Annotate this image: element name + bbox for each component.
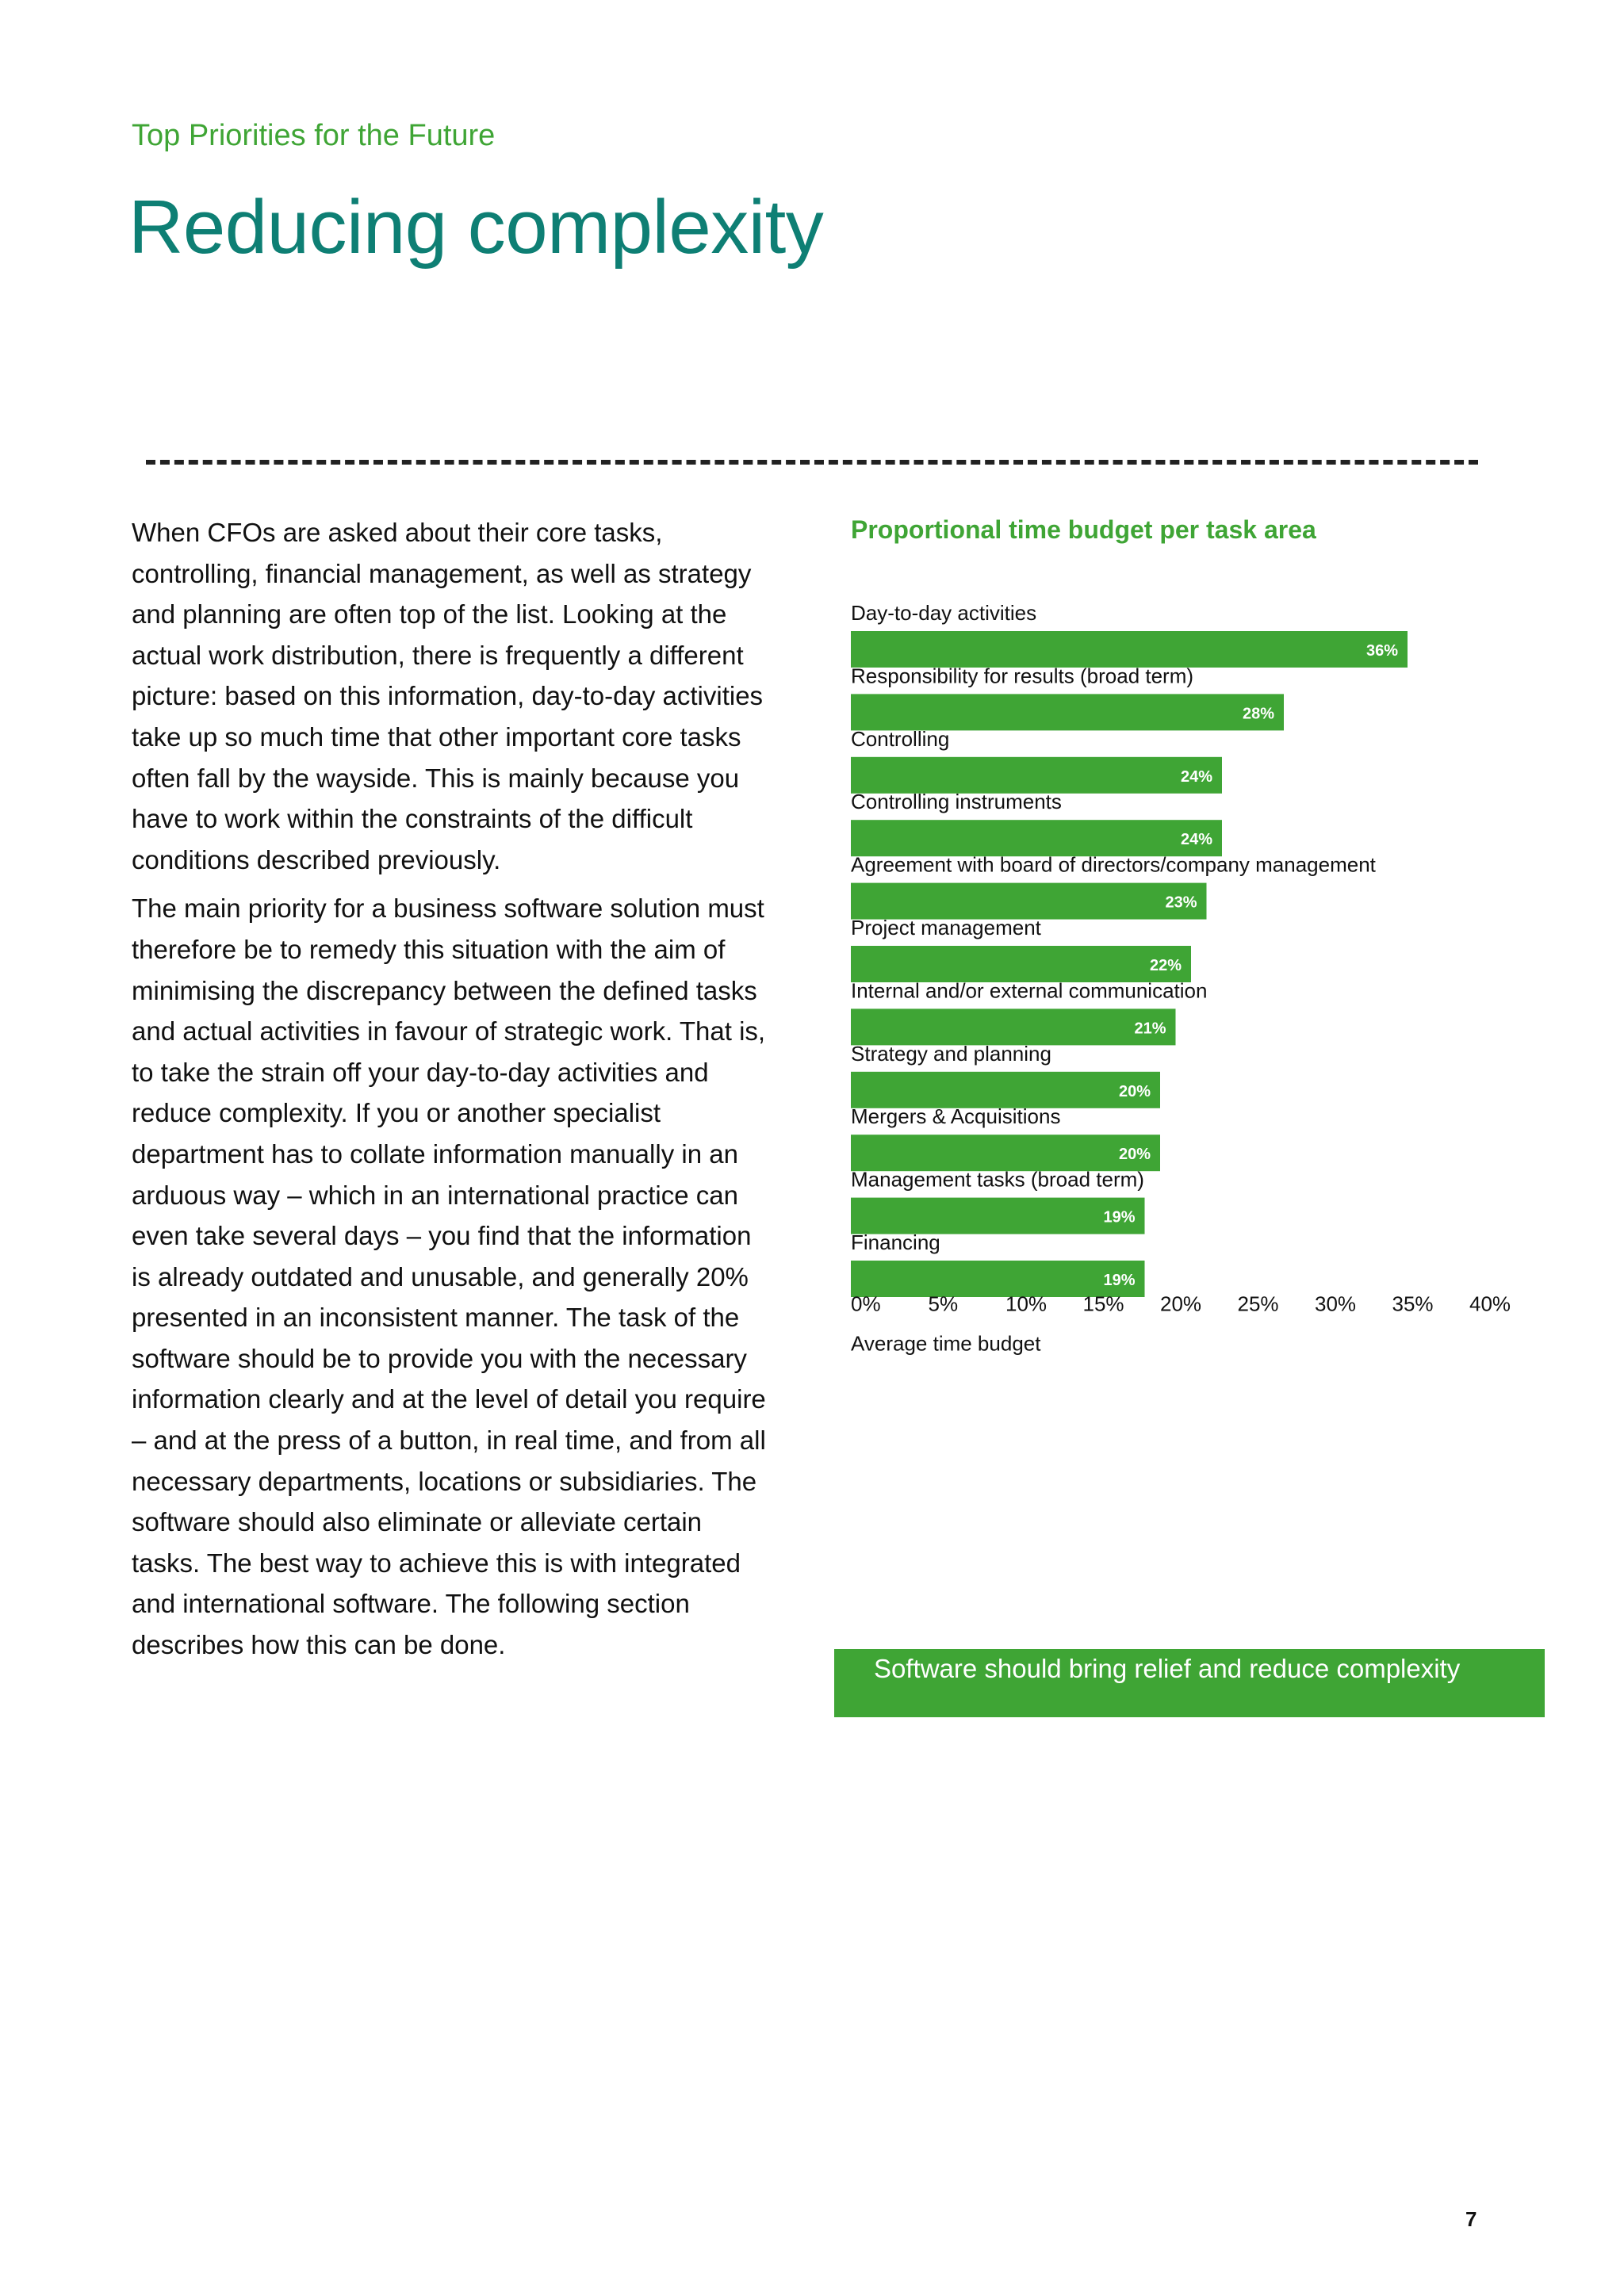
- data-label: 19%: [1103, 1272, 1136, 1289]
- body-paragraph-1: When CFOs are asked about their core tasks, controlling, financial management, as well as strategy and planning are often top of the list. Looking at the actual work distribution, there is frequently a different picture: based on this information, day-to-day activities take up so much time that other important core tasks often fall by the wayside. This is mainly because you have to work within the constraints of the difficult conditions described previously.: [132, 518, 764, 874]
- category-label: Controlling: [851, 726, 950, 751]
- category-label: Strategy and planning: [851, 1041, 1051, 1066]
- section-kicker: Top Priorities for the Future: [132, 119, 496, 152]
- category-label: Management tasks (broad term): [851, 1167, 1144, 1192]
- callout-text: Software should bring relief and reduce complexity: [874, 1654, 1461, 1683]
- page-number: 7: [1465, 2207, 1477, 2231]
- bar: [851, 883, 1207, 920]
- x-tick-label: 5%: [928, 1292, 959, 1316]
- data-label: 21%: [1134, 1020, 1166, 1038]
- x-tick-label: 15%: [1082, 1292, 1124, 1316]
- body-paragraph-2: The main priority for a business software solution must therefore be to remedy this situation with the aim of minimising the discrepancy between the defined tasks and actual activities in favour of strategic work. That is, to take the strain off your day-to-day activities and reduce complexity. If you or another specialist department has to collate information manually in an arduous way – which in an international practice can even take several days – you find that the information is already outdated and unusable, and generally 20% presented in an inconsistent manner. The task of the software should be to provide you with the necessary information clearly and at the level of detail you require – and at the press of a button, in real time, and from all necessary departments, locations or subsidiaries. The software should also eliminate or alleviate certain tasks. The best way to achieve this is with integrated and international software. The following section describes how this can be done.: [132, 894, 766, 1660]
- time-budget-bar-chart: [793, 587, 1554, 1380]
- data-label: 36%: [1365, 642, 1398, 660]
- x-tick-label: 0%: [851, 1292, 881, 1316]
- bar: [851, 694, 1284, 730]
- bar: [851, 757, 1222, 794]
- body-text: [132, 512, 766, 1674]
- bar: [851, 820, 1222, 856]
- bar: [851, 1072, 1160, 1108]
- x-tick-label: 35%: [1392, 1292, 1434, 1316]
- category-label: Day-to-day activities: [851, 601, 1037, 625]
- x-tick-label: 25%: [1237, 1292, 1279, 1316]
- data-label: 24%: [1180, 831, 1212, 849]
- callout-box: [834, 1649, 1545, 1717]
- bar: [851, 1135, 1160, 1171]
- bar: [851, 1008, 1176, 1045]
- category-label: Project management: [851, 916, 1041, 939]
- dashed-divider: [146, 460, 1478, 465]
- category-label: Financing: [851, 1230, 940, 1254]
- data-label: 20%: [1118, 1082, 1151, 1100]
- category-label: Mergers & Acquisitions: [851, 1104, 1061, 1129]
- bar: [851, 631, 1408, 668]
- category-label: Controlling instruments: [851, 790, 1062, 814]
- chart-title: Proportional time budget per task area: [851, 515, 1316, 544]
- x-axis-label: Average time budget: [851, 1331, 1041, 1356]
- x-tick-label: 10%: [1005, 1292, 1048, 1316]
- bar: [851, 946, 1191, 982]
- x-tick-label: 20%: [1160, 1292, 1202, 1316]
- x-tick-label: 30%: [1315, 1292, 1357, 1316]
- data-label: 19%: [1103, 1208, 1136, 1226]
- data-label: 28%: [1242, 705, 1274, 723]
- page-title: Reducing complexity: [128, 185, 824, 270]
- bar: [851, 1198, 1145, 1234]
- data-label: 22%: [1149, 957, 1182, 974]
- category-label: Responsibility for results (broad term): [851, 664, 1194, 688]
- data-label: 24%: [1180, 767, 1212, 786]
- x-tick-label: 40%: [1469, 1292, 1511, 1316]
- data-label: 20%: [1118, 1146, 1151, 1164]
- data-label: 23%: [1165, 894, 1197, 912]
- category-label: Agreement with board of directors/company management: [851, 852, 1376, 877]
- category-label: Internal and/or external communication: [851, 978, 1208, 1003]
